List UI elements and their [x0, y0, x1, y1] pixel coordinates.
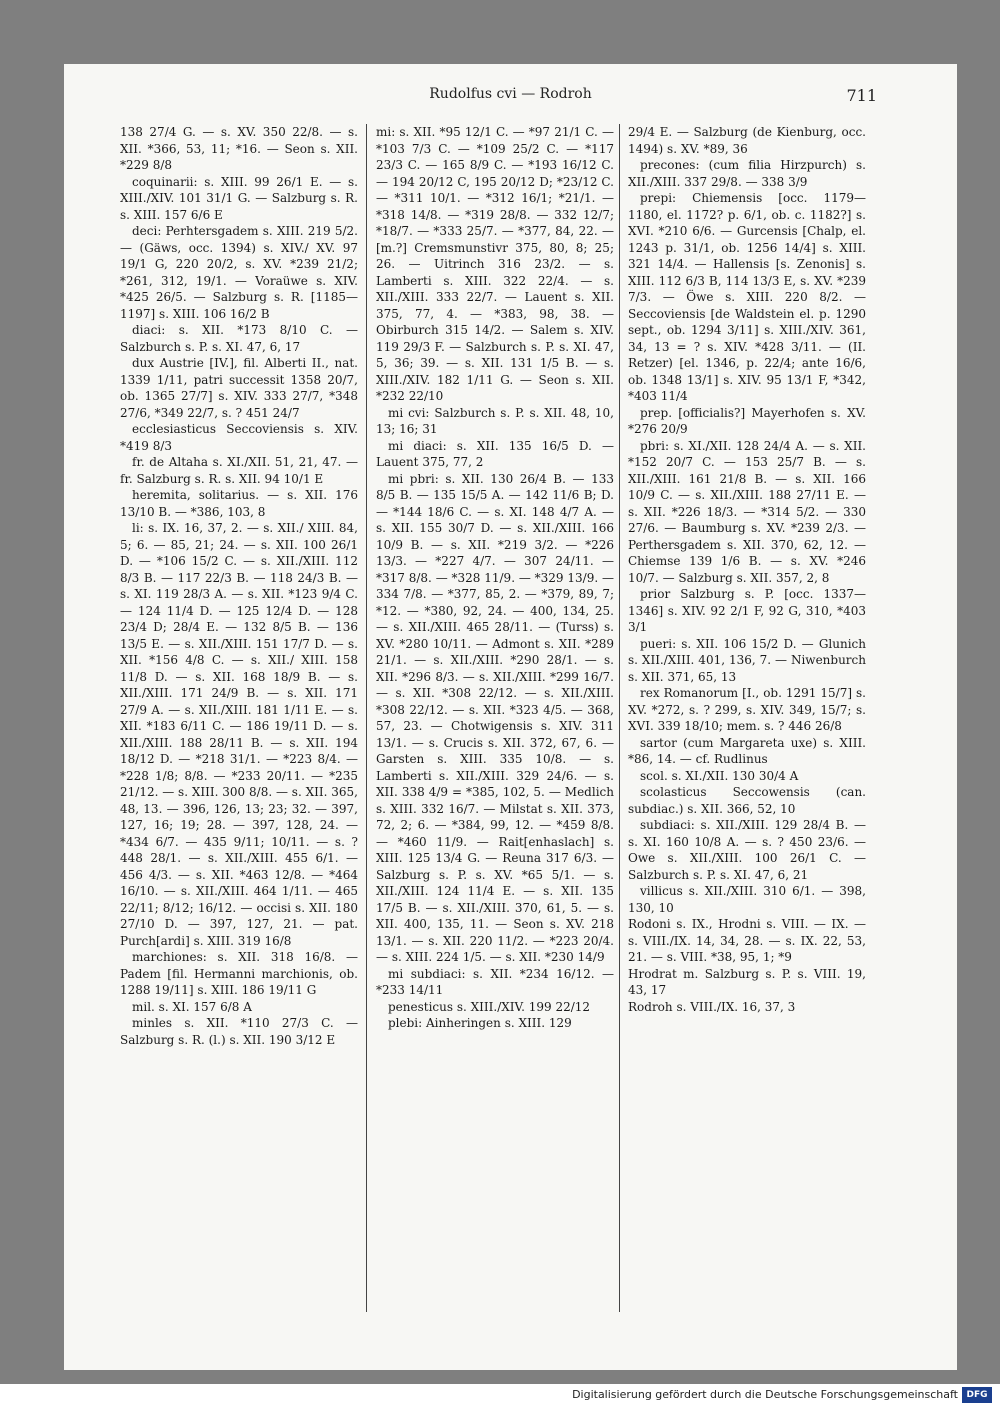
entry: mi pbri: s. XII. 130 26/4 B. — 133 8/5 B. — 135 15/5 A. — 142 11/6 B; D. — *144 18/6 C. — s. XI. 148 4/7 A. — s. XII. 155 30/7 D. — s. XII./XIII. 166 10/9 B. — s. XII. *219 3/2. — *226 13/3. — *227 4/7. — 307 24/11. — *317 8/8. — *328 11/9. — *329 13/9. — 334 7/8. — *377, 85, 2. — *379, 89, 7; *12. — *380, 92, 24. — 400, 134, 25. — s. XII./XIII. 465 28/11. — (Turss) s. XV. *280 10/11. — Admont s. XII. *289 21/1. — s. XII./XIII. *290 28/1. — s. XII. *296 8/3. — s. XII./XIII. *299 16/7. — s. XII. *308 22/12. — s. XII./XIII. *308 22/12. — s. XII. *323 4/5. — 368, 57, 23. — Chotwigensis s. XIV. 311 13/1. — s. Crucis s. XII. 372, 67, 6. — Garsten s. XIII. 335 10/8. — s. Lamberti s. XII./XIII. 329 24/6. — s. XII. 338 4/9 = *385, 102, 5. — Medlich s. XIII. 332 16/7. — Milstat s. XII. 373, 72, 2; 6. — *384, 99, 12. — *459 8/8. — *460 11/9. — Rait[enhaslach] s. XIII. 125 13/4 G. — Reuna 317 6/3. — Salzburg s. P. s. XV. *65 5/1. — s. XII./XIII. 124 11/4 E. — s. XII. 135 17/5 B. — s. XII./XIII. 370, 61, 5. — s. XII. 400, 135, 11. — Seon s. XV. 218 13/1. — s. XII. 220 11/2. — *223 20/4. — s. XIII. 224 1/5. — s. XII. *230 14/9	[376, 471, 614, 964]
entry: 29/4 E. — Salzburg (de Kienburg, occ. 1494) s. XV. *89, 36	[628, 125, 866, 156]
entry: scol. s. XI./XII. 130 30/4 A	[640, 768, 799, 783]
entry: plebi: Ainheringen s. XIII. 129	[388, 1016, 572, 1030]
footer-bar	[0, 1384, 1000, 1407]
page-number: 711	[846, 86, 877, 105]
entry: prep. [officialis?] Mayerhofen s. XV. *276 20/9	[628, 405, 866, 436]
entry: mil. s. XI. 157 6/8 A	[132, 999, 252, 1014]
entry: diaci: s. XII. *173 8/10 C. — Salzburch s. P. s. XI. 47, 6, 17	[120, 323, 358, 354]
entry: rex Romanorum [I., ob. 1291 15/7] s. XV. *272, s. ? 299, s. XIV. 349, 15/7; s. XVI. 339 18/10; mem. s. ? 446 26/8	[628, 686, 866, 733]
entry: heremita, solitarius. — s. XII. 176 13/10 B. — *386, 103, 8	[120, 488, 358, 519]
entry: pueri: s. XII. 106 15/2 D. — Glunich s. XII./XIII. 401, 136, 7. — Niwenburch s. XII. 371, 65, 13	[628, 636, 866, 684]
entry: penesticus s. XIII./XIV. 199 22/12	[388, 999, 591, 1014]
entry: deci: Perhtersgadem s. XIII. 219 5/2. — (Gäws, occ. 1394) s. XIV./ XV. 97 19/1 G, 220 20/2, s. XV. *239 21/2; *261, 312, 19/1. — Voraüwe s. XIV. *425 26/5. — Salzburg s. R. [1185—1197] s. XIII. 106 16/2 B	[120, 224, 358, 321]
entry: precones: (cum filia Hirzpurch) s. XII./XIII. 337 29/8. — 338 3/9	[628, 158, 866, 189]
running-head: Rudolfus cvi — Rodroh	[429, 86, 592, 102]
entry: Hrodrat m. Salzburg s. P. s. VIII. 19, 43, 17	[628, 966, 866, 997]
funding-notice: Digitalisierung gefördert durch die Deutsche Forschungsgemeinschaft	[572, 1388, 958, 1401]
dfg-logo: DFG	[962, 1387, 992, 1403]
column-left	[120, 124, 358, 1048]
entry: ecclesiasticus Seccoviensis s. XIV. *419 8/3	[120, 422, 358, 453]
column-divider	[366, 124, 367, 1312]
column-middle	[376, 124, 614, 1032]
entry: pbri: s. XI./XII. 128 24/4 A. — s. XII. *152 20/7 C. — 153 25/7 B. — s. XII./XIII. 161 21/8 B. — s. XII. 166 10/9 C. — s. XII./XIII. 188 27/11 E. — s. XII. *226 18/3. — *314 5/2. — 330 27/6. — Baumburg s. XV. *239 2/3. — Perthersgadem s. XII. 370, 62, 12. — Chiemse 139 1/6 B. — s. XV. *246 10/7. — Salzburg s. XII. 357, 2, 8	[628, 438, 866, 585]
entry: scolasticus Seccowensis (can. subdiac.) s. XII. 366, 52, 10	[628, 785, 866, 816]
column-divider	[619, 124, 620, 1312]
entry: Rodoni s. IX., Hrodni s. VIII. — IX. — s. VIII./IX. 14, 34, 28. — s. IX. 22, 53, 21. — s. VIII. *38, 95, 1; *9	[628, 917, 866, 964]
column-right	[628, 124, 866, 1015]
entry: marchiones: s. XII. 318 16/8. — Padem [fil. Hermanni marchionis, ob. 1288 19/11] s. XIII. 186 19/11 G	[120, 950, 358, 997]
document-page	[64, 64, 957, 1370]
entry: mi subdiaci: s. XII. *234 16/12. — *233 14/11	[376, 966, 614, 997]
entry: sartor (cum Margareta uxe) s. XIII. *86, 14. — cf. Rudlinus	[628, 735, 866, 766]
entry: fr. de Altaha s. XI./XII. 51, 21, 47. — fr. Salzburg s. R. s. XII. 94 10/1 E	[120, 455, 358, 486]
entry: prepi: Chiemensis [occ. 1179— 1180, el. 1172? p. 6/1, ob. c. 1182?] s. XVI. *210 6/6. — Gurcensis [Chalp, el. 1243 p. 31/1, ob. 1256 14/4] s. XIII. 321 14/4. — Hallensis [s. Zenonis] s. XIII. 112 6/3 B, 114 13/3 E, s. XV. *239 7/3. — Öwe s. XIII. 220 8/2. — Seccoviensis [de Waldstein el. p. 1290 sept., ob. 1294 3/11] s. XIII./XIV. 361, 34, 13 = ? s. XIV. *428 3/11. — (II. Retzer) [el. 1346, p. 22/4; ante 16/6, ob. 1348 13/1] s. XIV. 95 13/1 F, *342, *403 11/4	[628, 191, 866, 403]
entry: subdiaci: s. XII./XIII. 129 28/4 B. — s. XI. 160 10/8 A. — s. ? 450 23/6. — Owe s. XII./XIII. 100 26/1 C. — Salzburch s. P. s. XI. 47, 6, 21	[628, 818, 866, 882]
entry: 138 27/4 G. — s. XV. 350 22/8. — s. XII. *366, 53, 11; *16. — Seon s. XII. *229 8/8	[120, 125, 358, 172]
entry: prior Salzburg s. P. [occ. 1337— 1346] s. XIV. 92 2/1 F, 92 G, 310, *403 3/1	[628, 587, 866, 634]
entry: coquinarii: s. XIII. 99 26/1 E. — s. XIII./XIV. 101 31/1 G. — Salzburg s. R. s. XIII. 157 6/6 E	[120, 174, 358, 222]
entry: mi cvi: Salzburch s. P. s. XII. 48, 10, 13; 16; 31	[376, 405, 614, 436]
entry: minles s. XII. *110 27/3 C. — Salzburg s. R. (l.) s. XII. 190 3/12 E	[120, 1016, 358, 1047]
entry: villicus s. XII./XIII. 310 6/1. — 398, 130, 10	[628, 884, 866, 915]
entry: mi: s. XII. *95 12/1 C. — *97 21/1 C. — *103 7/3 C. — *109 25/2 C. — *117 23/3 C. — 165 8/9 C. — *193 16/12 C. — 194 20/12 C, 195 20/12 D; *23/12 C. — *311 10/1. — *312 16/1; *21/1. — *318 14/8. — *319 28/8. — 332 12/7; *18/7. — *333 25/7. — *377, 84, 22. — [m.?] Cremsmunstivr 375, 80, 8; 25; 26. — Uitrinch 316 23/2. — s. Lamberti s. XIII. 322 22/4. — s. XII./XIII. 333 22/7. — Lauent s. XII. 375, 77, 4. — *383, 98, 38. — Obirburch 315 14/2. — Salem s. XIV. 119 29/3 F. — Salzburch s. P. s. XI. 47, 5, 36; 39. — s. XII. 131 1/5 B. — s. XIII./XIV. 182 1/11 G. — Seon s. XII. *232 22/10	[376, 125, 614, 403]
entry: mi diaci: s. XII. 135 16/5 D. — Lauent 375, 77, 2	[376, 438, 614, 469]
entry: dux Austrie [IV.], fil. Alberti II., nat. 1339 1/11, patri successit 1358 20/7, ob. 1365 27/7] s. XIV. 333 27/7, *348 27/6, *349 22/7, s. ? 451 24/7	[120, 356, 358, 420]
entry: li: s. IX. 16, 37, 2. — s. XII./ XIII. 84, 5; 6. — 85, 21; 24. — s. XII. 100 26/1 D. — *106 15/2 C. — s. XII./XIII. 112 8/3 B. — 117 22/3 B. — 118 24/3 B. — s. XI. 119 28/3 A. — s. XII. *123 9/4 C. — 124 11/4 D. — 125 12/4 D. — 128 23/4 D; 28/4 E. — 132 8/5 B. — 136 13/5 E. — s. XII./XIII. 151 17/7 D. — s. XII. *156 4/8 C. — s. XII./ XIII. 158 11/8 D. — s. XII. 168 18/9 B. — s. XII./XIII. 171 24/9 B. — s. XII. 171 27/9 A. — s. XII./XIII. 181 1/11 E. — s. XII. *183 6/11 C. — 186 19/11 D. — s. XII./XIII. 188 28/11 B. — s. XII. 194 18/12 D. — *218 31/1. — *223 8/4. — *228 1/8; 8/8. — *233 20/11. — *235 21/12. — s. XIII. 300 8/8. — s. XII. 365, 48, 13. — 396, 126, 13; 23; 32. — 397, 127, 16; 19; 28. — 397, 128, 24. — *434 6/7. — 435 9/11; 10/11. — s. ? 448 28/1. — s. XII./XIII. 455 6/1. — 456 4/3. — s. XII. *463 12/8. — *464 16/10. — s. XII./XIII. 464 1/11. — 465 22/11; 8/12; 16/12. — occisi s. XII. 180 27/10 D. — 397, 127, 21. — pat. Purch[ardi] s. XIII. 319 16/8	[120, 521, 358, 948]
entry: Rodroh s. VIII./IX. 16, 37, 3	[628, 999, 796, 1014]
